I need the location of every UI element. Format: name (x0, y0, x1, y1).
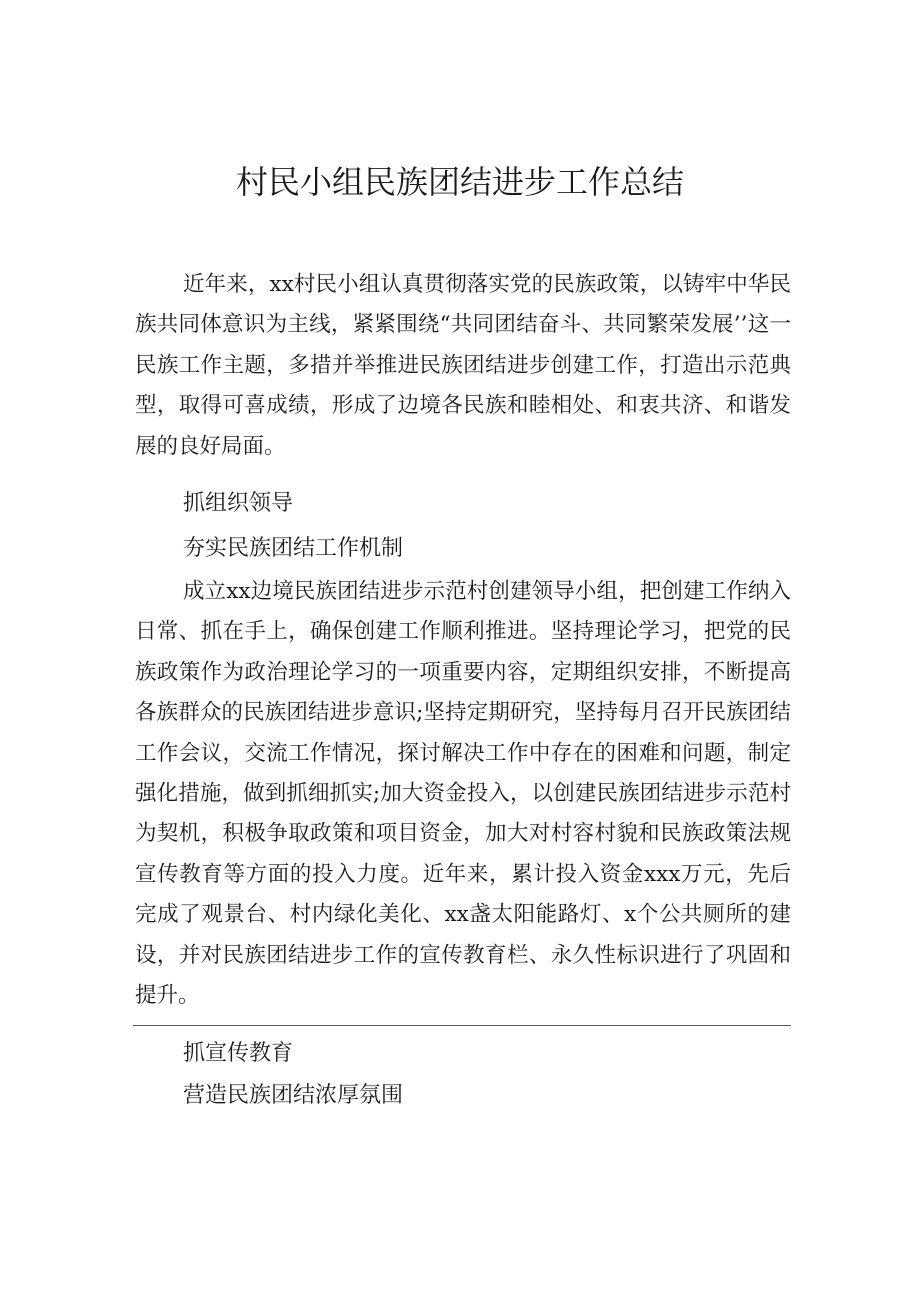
section1-subheading: 夯实民族团结工作机制 (183, 536, 404, 561)
section1-heading: 抓组织领导 (183, 491, 294, 516)
intro-paragraph: 近年来，xx村民小组认真贯彻落实党的民族政策，以铸牢中华民族共同体意识为主线，紧紧围绕“共同团结奋斗、共同繁荣发展’’这一民族工作主题，多措并举推进民族团结进步创建工作，打造出示范典型，取得可喜成绩，形成了边境各民族和睦相处、和衷共济、和谐发展的良好局面。 (135, 272, 791, 459)
section1-body-paragraph: 成立xx边境民族团结进步示范村创建领导小组，把创建工作纳入日常、抓在手上，确保创建工作顺利推进。坚持理论学习，把党的民族政策作为政治理论学习的一项重要内容，定期组织安排，不断提高各族群众的民族团结进步意识;坚持定期研究，坚持每月召开民族团结工作会议，交流工作情况，探讨解决工作中存在的困难和问题，制定强化措施，做到抓细抓实;加大资金投入，以创建民族团结进步示范村为契机，积极争取政策和项目资金，加大对村容村貌和民族政策法规宣传教育等方面的投入力度。近年来，累计投入资金xxx万元，先后完成了观景台、村内绿化美化、xx盏太阳能路灯、x个公共厕所的建设，并对民族团结进步工作的宣传教育栏、永久性标识进行了巩固和提升。 (135, 579, 791, 1009)
section2-heading: 抓宣传教育 (183, 1041, 294, 1066)
document-title: 村民小组民族团结进步工作总结 (235, 163, 684, 201)
page-divider (133, 1025, 791, 1026)
section2-subheading: 营造民族团结浓厚氛围 (183, 1083, 404, 1108)
